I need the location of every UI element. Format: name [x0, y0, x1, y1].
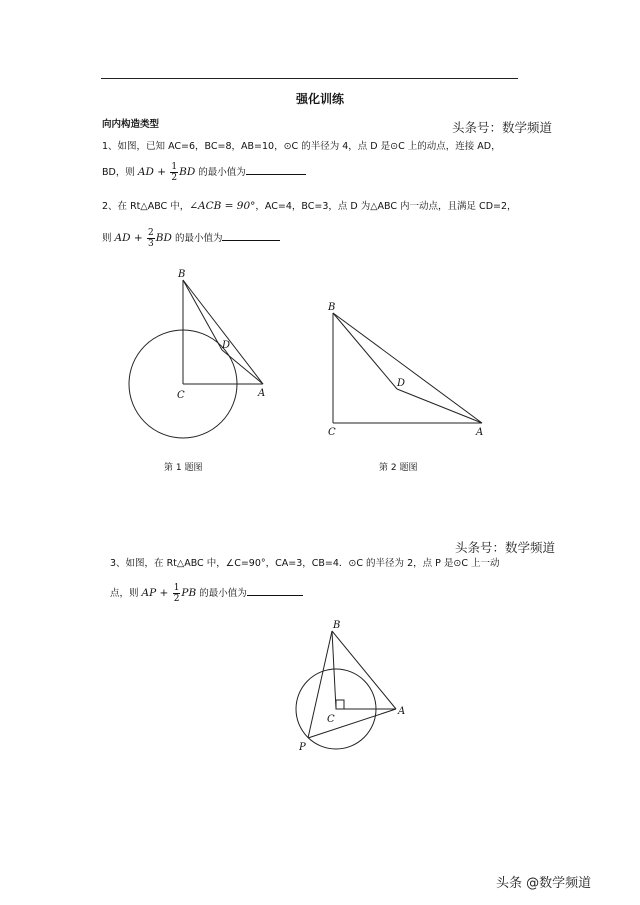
problem1-frac-den: 2 [171, 173, 178, 183]
problem1-expr-b: BD [179, 166, 196, 178]
problem3-frac-num: 1 [173, 583, 180, 593]
figure3-segment-pa [308, 709, 396, 738]
problem1-line1: 1、如图，已知 AC=6，BC=8，AB=10，⊙C 的半径为 4，点 D 是⊙C 上的动点，连接 AD， [102, 141, 501, 152]
problem1-line2-pre: BD，则 [102, 167, 135, 178]
problem3-line2: 点，则 AP + $\frac{1}{2}$ PB 的最小值为 [110, 583, 303, 604]
figure3-label-c: C [327, 714, 335, 725]
problem2-frac-den: 3 [148, 239, 154, 249]
problem2-line2-pre: 则 [102, 233, 112, 244]
figure2-label-c: C [328, 427, 336, 438]
problem2-line2-post: 的最小值为 [174, 233, 223, 244]
figure3-right-angle-mark [336, 700, 344, 709]
problem2-line2: 则 AD + $\frac{2}{3}$ BD 的最小值为 [102, 228, 280, 249]
problem1-line2-post: 的最小值为 [198, 167, 246, 178]
figure3-segment-cb [332, 631, 336, 709]
problem1-frac-num: 1 [171, 162, 178, 172]
watermark-top: 头条号：数学频道 [452, 120, 553, 135]
figure2-label-a: A [476, 427, 484, 438]
problem1-line2: BD，则 AD + $\frac{1}{2}$ BD 的最小值为 [102, 162, 306, 183]
problem2-frac-num: 2 [148, 228, 154, 238]
figure2-label-d: D [397, 378, 406, 389]
figure1-label-b: B [178, 269, 186, 280]
problem2-line1-pre: 2、在 Rt△ABC 中， [102, 201, 190, 212]
figure3-label-b: B [333, 620, 341, 631]
problem1-expr-a: AD [137, 166, 154, 178]
section-heading: 向内构造类型 [102, 119, 160, 130]
figure3-segment-ba [332, 631, 396, 709]
problem3-expr-b: PB [181, 587, 197, 599]
problem2-line1-post: ，AC=4，BC=3，点 D 为△ABC 内一动点，且满足 CD=2， [255, 201, 517, 212]
figure1-caption: 第 1 题图 [164, 463, 203, 473]
figure3-label-p: P [299, 742, 306, 753]
figure2-caption: 第 2 题图 [379, 463, 418, 473]
page-title: 强化训练 [295, 92, 344, 106]
figure1-label-c: C [177, 390, 185, 401]
problem3-expr-a: AP [141, 587, 157, 599]
footer-watermark: 头条 @数学频道 [496, 876, 592, 891]
problem2-expr-b: BD [155, 232, 172, 244]
figure1-label-d: D [222, 340, 231, 351]
problem3-line2-post: 的最小值为 [199, 588, 247, 599]
problem2-angle: ∠ACB = 90° [189, 200, 256, 212]
figure1-label-a: A [258, 388, 266, 399]
problem3-line1: 3、如图，在 Rt△ABC 中，∠C=90°，CA=3，CB=4．⊙C 的半径为 2，点 P 是⊙C 上一动 [110, 558, 500, 569]
problem3-frac-den: 2 [173, 594, 180, 604]
watermark-middle: 头条号：数学频道 [455, 540, 556, 555]
figure3-label-a: A [398, 706, 406, 717]
problem3-line2-pre: 点，则 [110, 588, 139, 599]
figure2-label-b: B [328, 302, 336, 313]
problem2-expr-a: AD [114, 232, 131, 244]
